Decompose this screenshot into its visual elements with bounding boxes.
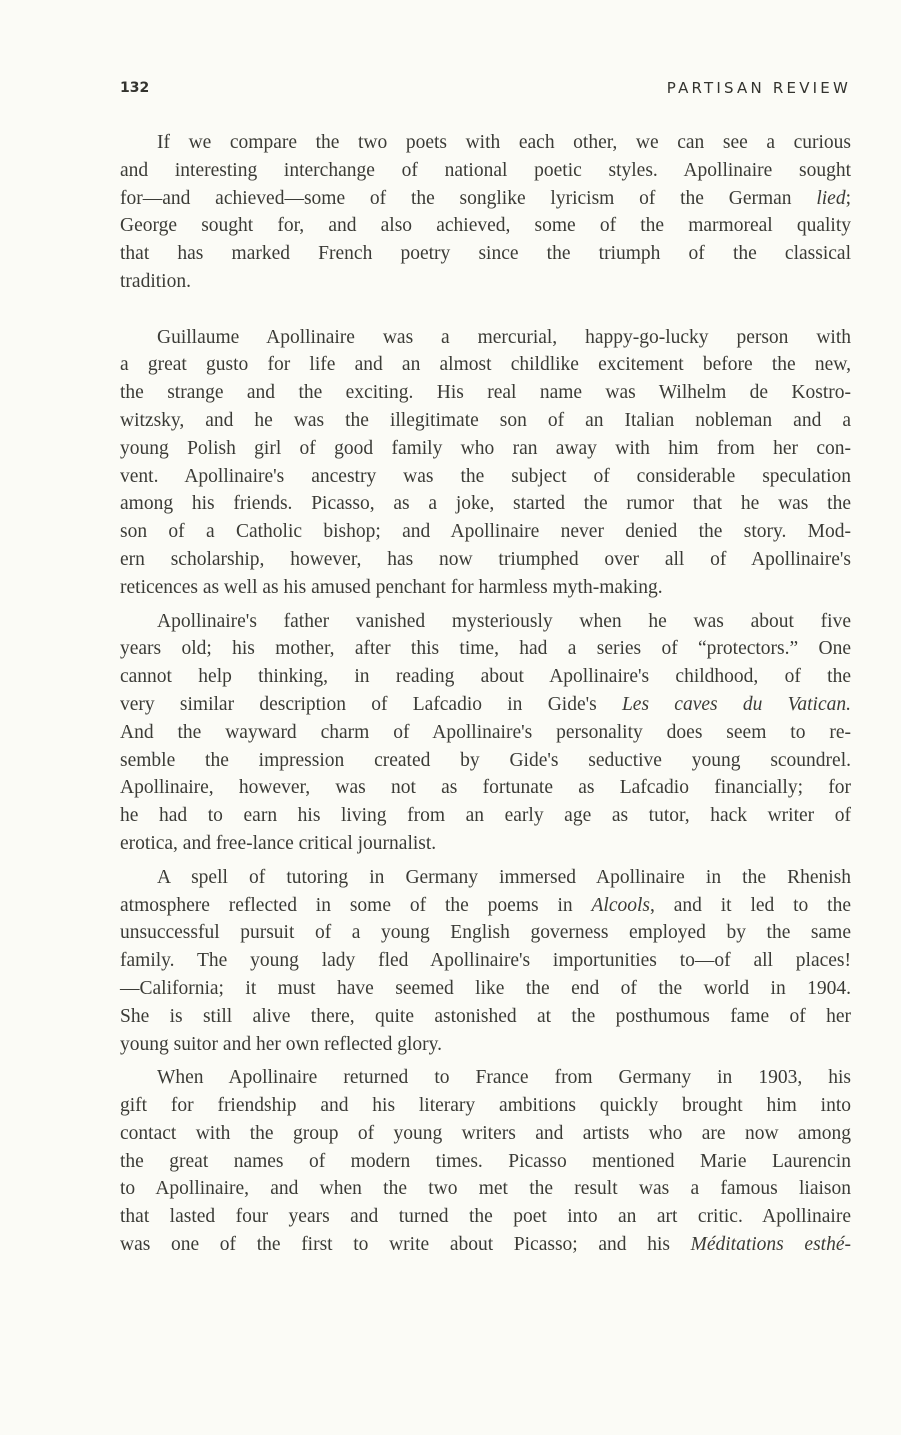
paragraph	[120, 608, 851, 858]
text-line: the strange and the exciting. His real name was Wilhelm de Kostro-	[120, 382, 851, 404]
text-line: contact with the group of young writers and artists who are now among	[120, 1122, 851, 1144]
text-line: to Apollinaire, and when the two met the result was a famous liaison	[120, 1178, 851, 1200]
italic-title: Méditations esthé-	[690, 1234, 851, 1256]
text-line: young Polish girl of good family who ran away with him from her con-	[120, 437, 851, 459]
text-line: A spell of tutoring in Germany immersed Apollinaire in the Rhenish	[157, 866, 851, 888]
text-line: vent. Apollinaire's ancestry was the subject of considerable speculation	[120, 465, 851, 487]
paragraph	[120, 864, 851, 1059]
text-line: that lasted four years and turned the poet into an art critic. Apollinaire	[120, 1206, 851, 1228]
text-line: If we compare the two poets with each other, we can see a curious	[157, 132, 851, 153]
text-line: for—and achieved—some of the songlike lyricism of the German lied;	[120, 187, 851, 209]
text-line: ern scholarship, however, has now triumphed over all of Apollinaire's	[120, 548, 851, 570]
paragraph	[120, 324, 851, 602]
text-line: years old; his mother, after this time, had a series of “protectors.” One	[120, 638, 851, 660]
text-line: —California; it must have seemed like the end of the world in 1904.	[120, 977, 851, 999]
text-line: he had to earn his living from an early age as tutor, hack writer of	[120, 805, 851, 827]
text-line: semble the impression created by Gide's seductive young scoundrel.	[120, 749, 851, 771]
text-line: Apollinaire's father vanished mysteriously when he was about five	[157, 610, 851, 632]
text-line: George sought for, and also achieved, some of the marmoreal quality	[120, 215, 851, 237]
running-header	[120, 77, 851, 99]
text-line: She is still alive there, quite astonished at the posthumous fame of her	[120, 1005, 851, 1027]
text-line: among his friends. Picasso, as a joke, started the rumor that he was the	[120, 493, 851, 515]
italic-title: Les caves du Vatican.	[621, 693, 851, 715]
text-line: son of a Catholic bishop; and Apollinaire never denied the story. Mod-	[120, 521, 851, 543]
italic-title: lied	[816, 187, 846, 209]
text-line: very similar description of Lafcadio in Gide's Les caves du Vatican.	[120, 693, 851, 715]
text-line: cannot help thinking, in reading about Apollinaire's childhood, of the	[120, 666, 851, 688]
text-line: reticences as well as his amused penchant for harmless myth-making.	[120, 576, 663, 598]
running-title: PARTISAN REVIEW	[666, 79, 851, 97]
page-number: 132	[120, 80, 150, 96]
text-line: erotica, and free-lance critical journalist.	[120, 832, 437, 854]
paragraph	[120, 129, 851, 296]
text-line: When Apollinaire returned to France from Germany in 1903, his	[157, 1067, 851, 1089]
text-line: unsuccessful pursuit of a young English governess employed by the same	[120, 922, 851, 944]
text-line: young suitor and her own reflected glory.	[120, 1033, 443, 1055]
text-line: and interesting interchange of national poetic styles. Apollinaire sought	[120, 159, 851, 181]
text-line: that has marked French poetry since the triumph of the classical	[120, 243, 851, 265]
text-line: gift for friendship and his literary ambitions quickly brought him into	[120, 1095, 851, 1117]
text-line: was one of the first to write about Picasso; and his Méditations esthé-	[120, 1234, 851, 1256]
text-line: atmosphere reflected in some of the poems in Alcools, and it led to the	[120, 894, 851, 916]
text-line: And the wayward charm of Apollinaire's personality does seem to re-	[120, 721, 851, 743]
text-line: family. The young lady fled Apollinaire's importunities to—of all places!	[120, 950, 851, 972]
text-line: a great gusto for life and an almost childlike excitement before the new,	[120, 354, 851, 376]
text-line: witzsky, and he was the illegitimate son of an Italian nobleman and a	[120, 409, 851, 431]
italic-title: Alcools	[591, 894, 650, 916]
text-line: Guillaume Apollinaire was a mercurial, happy-go-lucky person with	[157, 326, 851, 348]
text-line: the great names of modern times. Picasso mentioned Marie Laurencin	[120, 1150, 851, 1172]
article-body	[120, 129, 851, 1265]
text-line: tradition.	[120, 270, 191, 292]
text-line: Apollinaire, however, was not as fortunate as Lafcadio financially; for	[120, 777, 851, 799]
paragraph	[120, 1064, 851, 1259]
